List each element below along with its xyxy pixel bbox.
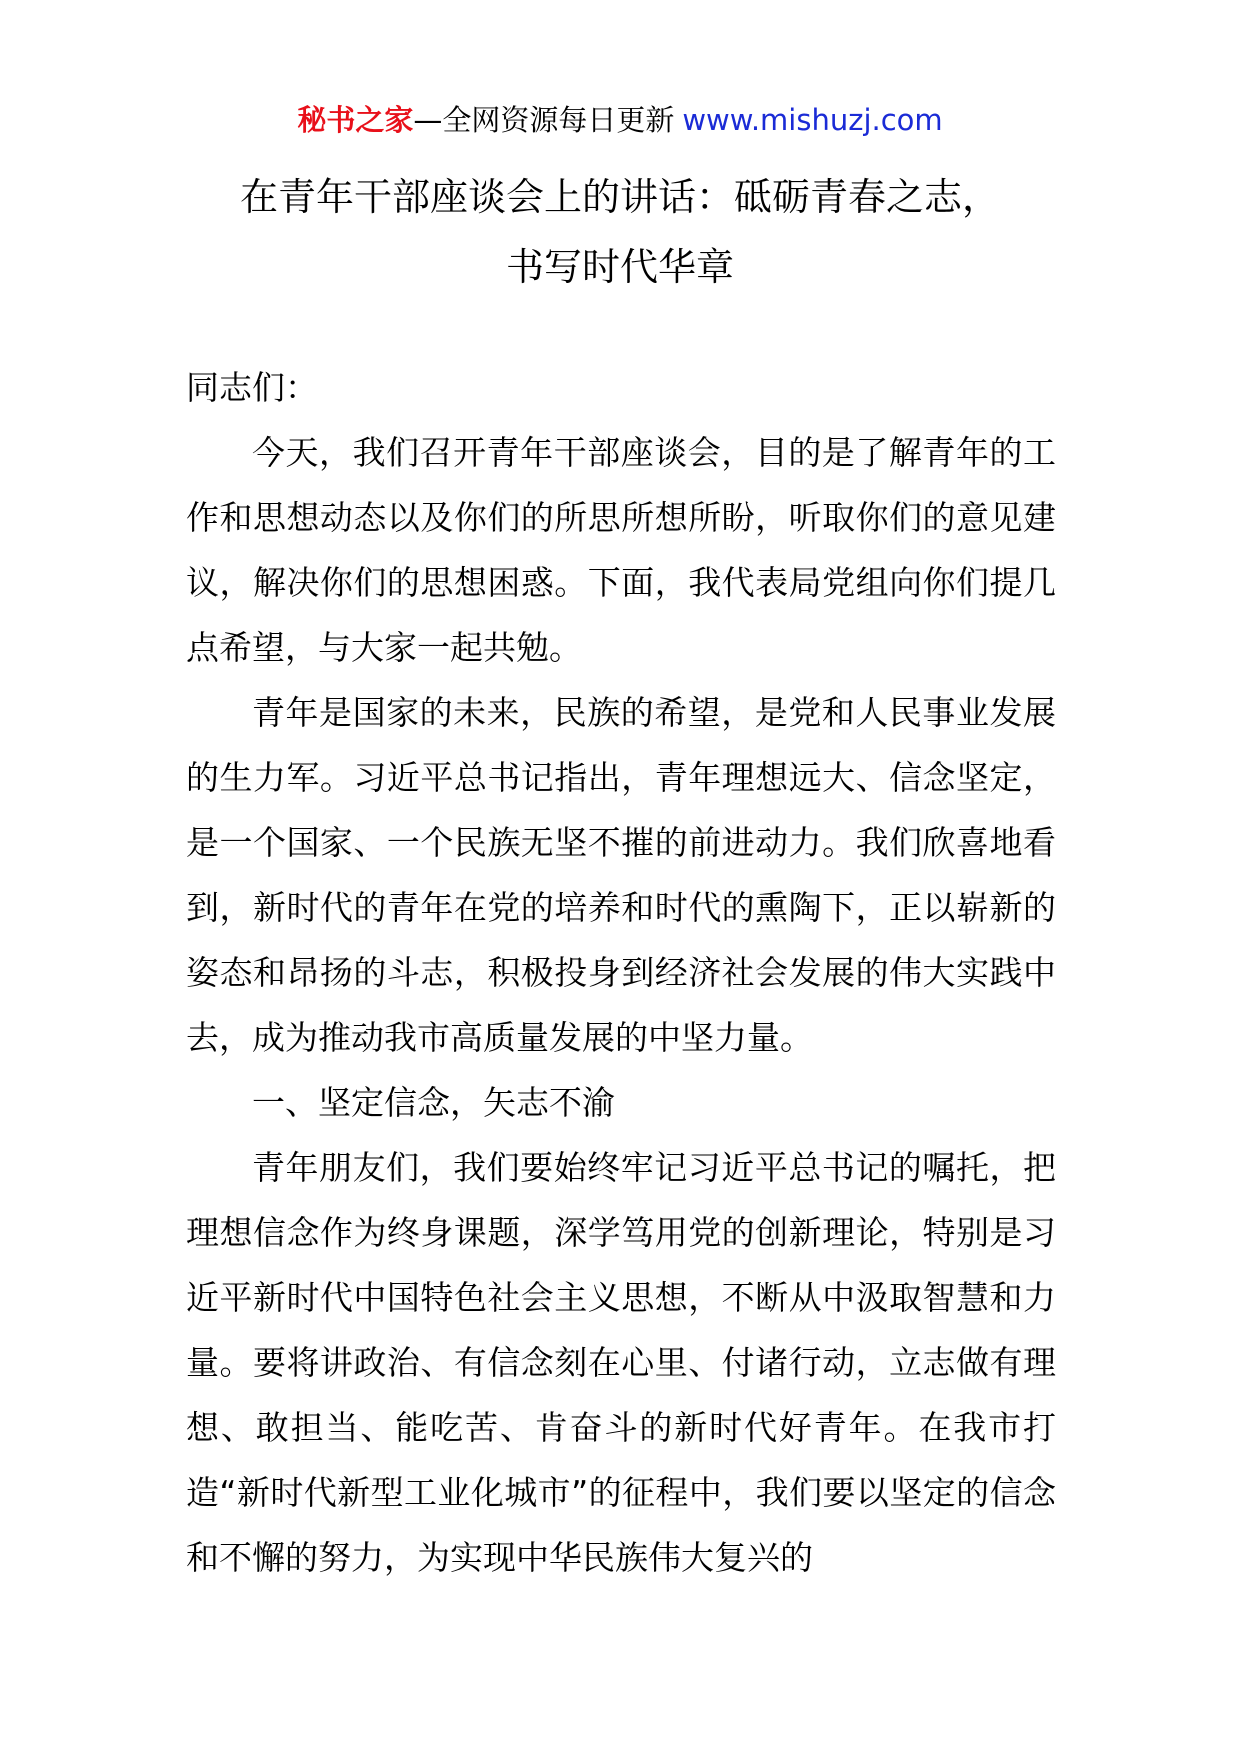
source-header (0, 100, 1240, 140)
section-heading-1: 一、坚定信念，矢志不渝 (252, 1083, 615, 1122)
header-tagline: —全网资源每日更新 (413, 103, 675, 137)
website-link[interactable]: www.mishuzj.com (682, 103, 943, 137)
paragraph-youth: 青年是国家的未来，民族的希望，是党和人民事业发展的生力军。习近平总书记指出，青年理想远大、信念坚定，是一个国家、一个民族无坚不摧的前进动力。我们欣喜地看到，新时代的青年在党的培养和时代的熏陶下，正以崭新的姿态和昂扬的斗志，积极投身到经济社会发展的伟大实践中去，成为推动我市高质量发展的中坚力量。 (186, 693, 1056, 1057)
brand-name: 秘书之家 (297, 103, 414, 137)
document-title (0, 162, 1240, 302)
title-line-1: 在青年干部座谈会上的讲话：砥砺青春之志， (239, 175, 1000, 219)
salutation: 同志们： (186, 368, 318, 407)
paragraph-intro: 今天，我们召开青年干部座谈会，目的是了解青年的工作和思想动态以及你们的所思所想所盼，听取你们的意见建议，解决你们的思想困惑。下面，我代表局党组向你们提几点希望，与大家一起共勉。 (186, 433, 1056, 667)
paragraph-section-1: 青年朋友们，我们要始终牢记习近平总书记的嘱托，把理想信念作为终身课题，深学笃用党的创新理论，特别是习近平新时代中国特色社会主义思想，不断从中汲取智慧和力量。要将讲政治、有信念刻在心里、付诸行动，立志做有理想、敢担当、能吃苦、肯奋斗的新时代好青年。在我市打造“新时代新型工业化城市”的征程中，我们要以坚定的信念和不懈的努力，为实现中华民族伟大复兴的 (186, 1148, 1056, 1577)
document-body (186, 355, 1056, 1590)
title-line-2: 书写时代华章 (505, 245, 734, 289)
